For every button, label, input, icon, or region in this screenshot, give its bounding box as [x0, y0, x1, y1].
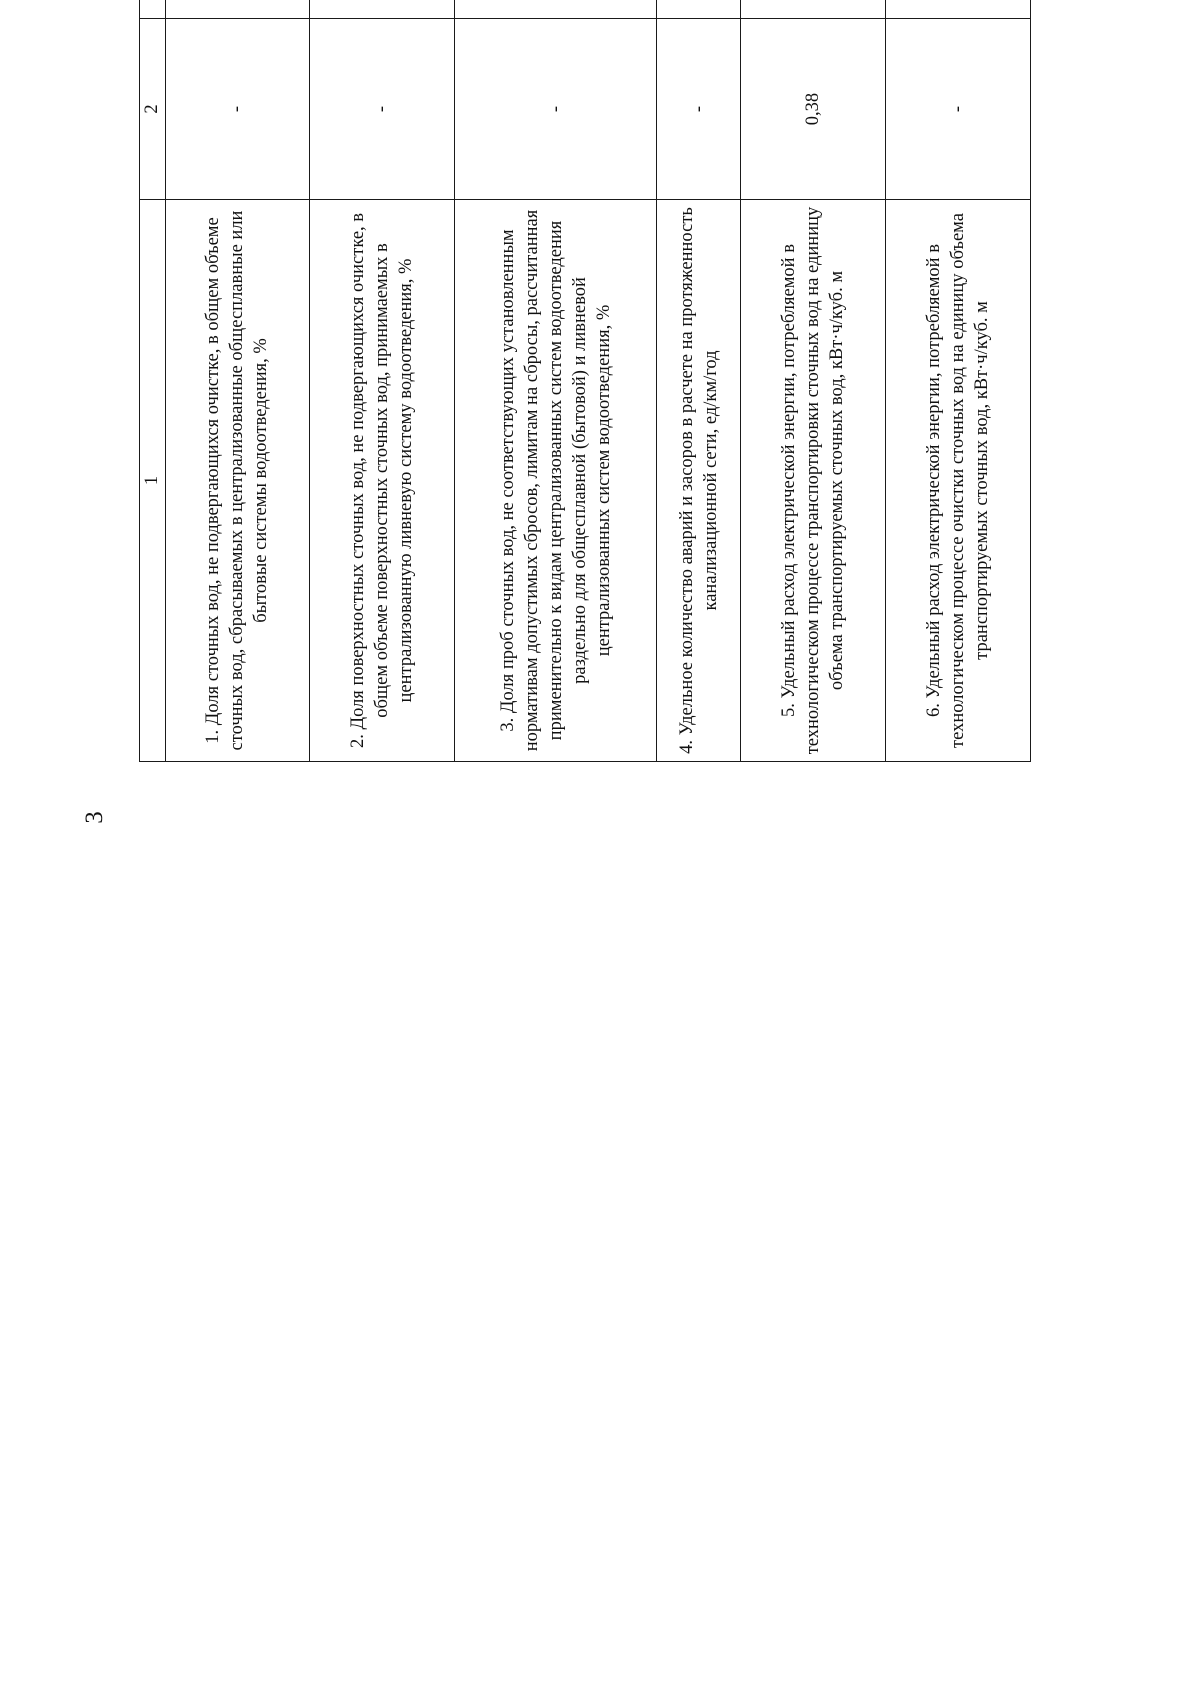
table-cell: - [886, 19, 1031, 200]
table-cell: - [310, 19, 455, 200]
row-label: 5. Удельный расход электрической энергии, потребляемой в технологическом процессе транспортировки сточных вод на единицу объема транспортируемых сточных вод, кВт·ч/куб. м [741, 200, 886, 762]
table-row [455, 0, 657, 762]
table-cell: - [657, 19, 741, 200]
table-cell [455, 0, 657, 19]
table-cell [310, 0, 455, 19]
row-label: 4. Удельное количество аварий и засоров в расчете на протяженность канализационной сети, ед/км/год [657, 200, 741, 762]
table-row [886, 0, 1031, 762]
table-cell [741, 0, 886, 19]
page-number: 3 [80, 811, 108, 824]
table-cell: - [455, 19, 657, 200]
table-cell: 0,38 [741, 19, 886, 200]
table-row [310, 0, 455, 762]
table-cell [657, 0, 741, 19]
row-label: 3. Доля проб сточных вод, не соответствующих установленным нормативам допустимых сбросов, лимитам на сбросы, рассчитанная применительно к видам централизованных систем водоотведения раздельно для общесплавной (бытовой) и ливневой централизованных систем водоотведения, % [455, 200, 657, 762]
table-row [165, 0, 310, 762]
header-row [140, 0, 166, 762]
table-cell [165, 0, 310, 19]
column-header: 1 [140, 200, 166, 762]
table-cell: - [165, 19, 310, 200]
table-cell [886, 0, 1031, 19]
row-label: 2. Доля поверхностных сточных вод, не подвергающихся очистке, в общем объеме поверхностных сточных вод, принимаемых в централизованную ливневую систему водоотведения, % [310, 200, 455, 762]
row-label: 1. Доля сточных вод, не подвергающихся очистке, в общем объеме сточных вод, сбрасываемых в централизованные общесплавные или бытовые системы водоотведения, % [165, 200, 310, 762]
indicators-table [139, 0, 1031, 762]
column-header: 2 [140, 19, 166, 200]
table-row [657, 0, 741, 762]
column-header [140, 0, 166, 19]
table-row [741, 0, 886, 762]
rotated-table-wrapper [139, 0, 1031, 762]
row-label: 6. Удельный расход электрической энергии, потребляемой в технологическом процессе очистки сточных вод на единицу объема транспортируемых сточных вод, кВт·ч/куб. м [886, 200, 1031, 762]
